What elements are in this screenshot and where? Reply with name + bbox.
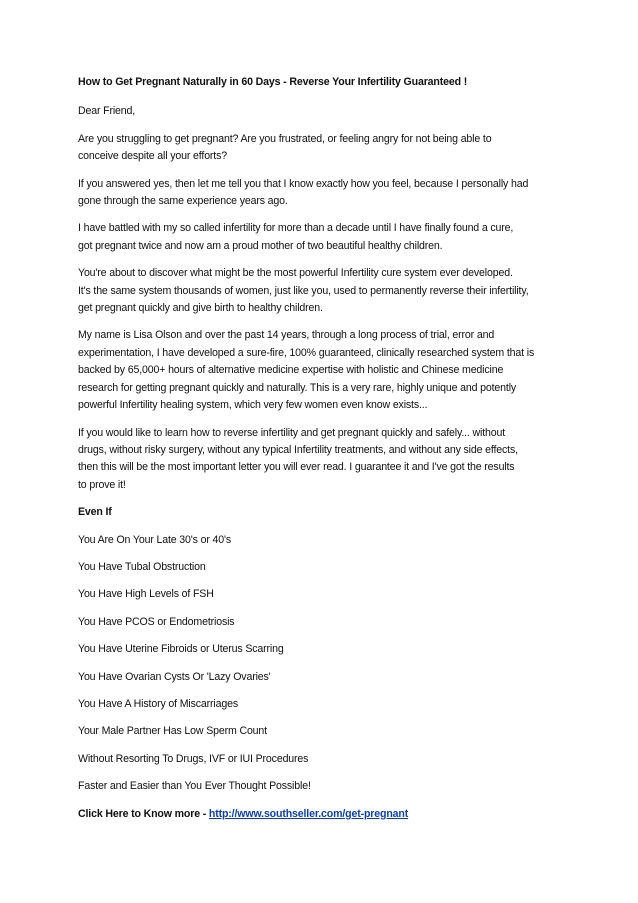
condition-item: You Have High Levels of FSH (78, 588, 214, 601)
paragraph-answered-yes (78, 176, 578, 211)
paragraph-line: You're about to discover what might be the most powerful Infertility cure system ever developed. (78, 267, 513, 280)
paragraph-line: If you answered yes, then let me tell you that I know exactly how you feel, because I personally had (78, 177, 529, 190)
condition-item: You Have A History of Miscarriages (78, 697, 238, 710)
condition-item: Without Resorting To Drugs, IVF or IUI Procedures (78, 752, 309, 765)
paragraph-line: got pregnant twice and now am a proud mother of two beautiful healthy children. (78, 239, 443, 252)
condition-item: Faster and Easier than You Ever Thought Possible! (78, 780, 311, 793)
call-to-action (78, 806, 578, 823)
paragraph-line: gone through the same experience years ago. (78, 195, 288, 208)
condition-item: You Are On Your Late 30's or 40's (78, 533, 232, 546)
paragraph-line: get pregnant quickly and give birth to healthy children. (78, 302, 323, 315)
condition-item: You Have Ovarian Cysts Or 'Lazy Ovaries' (78, 670, 271, 683)
document-title: How to Get Pregnant Naturally in 60 Days - Reverse Your Infertility Guaranteed ! (78, 76, 468, 88)
paragraph-line: drugs, without risky surgery, without any typical Infertility treatments, and without any side effects, (78, 443, 518, 456)
paragraph-line: then this will be the most important letter you will ever read. I guarantee it and I've got the results (78, 461, 515, 474)
paragraph-line: I have battled with my so called infertility for more than a decade until I have finally found a cure, (78, 222, 514, 235)
paragraph-struggling (78, 131, 578, 166)
paragraph-line: powerful Infertility healing system, which very few women even know exists... (78, 399, 428, 412)
condition-item: You Have Uterine Fibroids or Uterus Scarring (78, 643, 284, 656)
paragraph-discover (78, 265, 578, 317)
cta-label: Click Here to Know more - (78, 807, 209, 820)
paragraph-line: conceive despite all your efforts? (78, 150, 227, 163)
condition-item: You Have PCOS or Endometriosis (78, 615, 235, 628)
paragraph-line: research for getting pregnant quickly and naturally. This is a very rare, highly unique and potently (78, 381, 517, 394)
paragraph-line: to prove it! (78, 478, 126, 491)
paragraph-line: Are you struggling to get pregnant? Are you frustrated, or feeling angry for not being able to (78, 132, 492, 145)
paragraph-battled (78, 220, 578, 255)
paragraph-line: experimentation, I have developed a sure-fire, 100% guaranteed, clinically researched system that is (78, 346, 535, 359)
paragraph-line: My name is Lisa Olson and over the past 14 years, through a long process of trial, error and (78, 329, 495, 342)
document-body (78, 74, 578, 823)
even-if-heading: Even If (78, 506, 112, 519)
paragraph-author-intro (78, 327, 578, 414)
paragraph-line: backed by 65,000+ hours of alternative medicine expertise with holistic and Chinese medicine (78, 364, 504, 377)
paragraph-line: If you would like to learn how to reverse infertility and get pregnant quickly and safely... without (78, 426, 506, 439)
paragraph-line: It's the same system thousands of women, just like you, used to permanently reverse their infertility, (78, 284, 529, 297)
greeting: Dear Friend, (78, 105, 136, 118)
condition-item: You Have Tubal Obstruction (78, 560, 206, 573)
condition-item: Your Male Partner Has Low Sperm Count (78, 725, 267, 738)
cta-link[interactable]: http://www.southseller.com/get-pregnant (208, 807, 409, 820)
paragraph-learn-how (78, 425, 578, 495)
